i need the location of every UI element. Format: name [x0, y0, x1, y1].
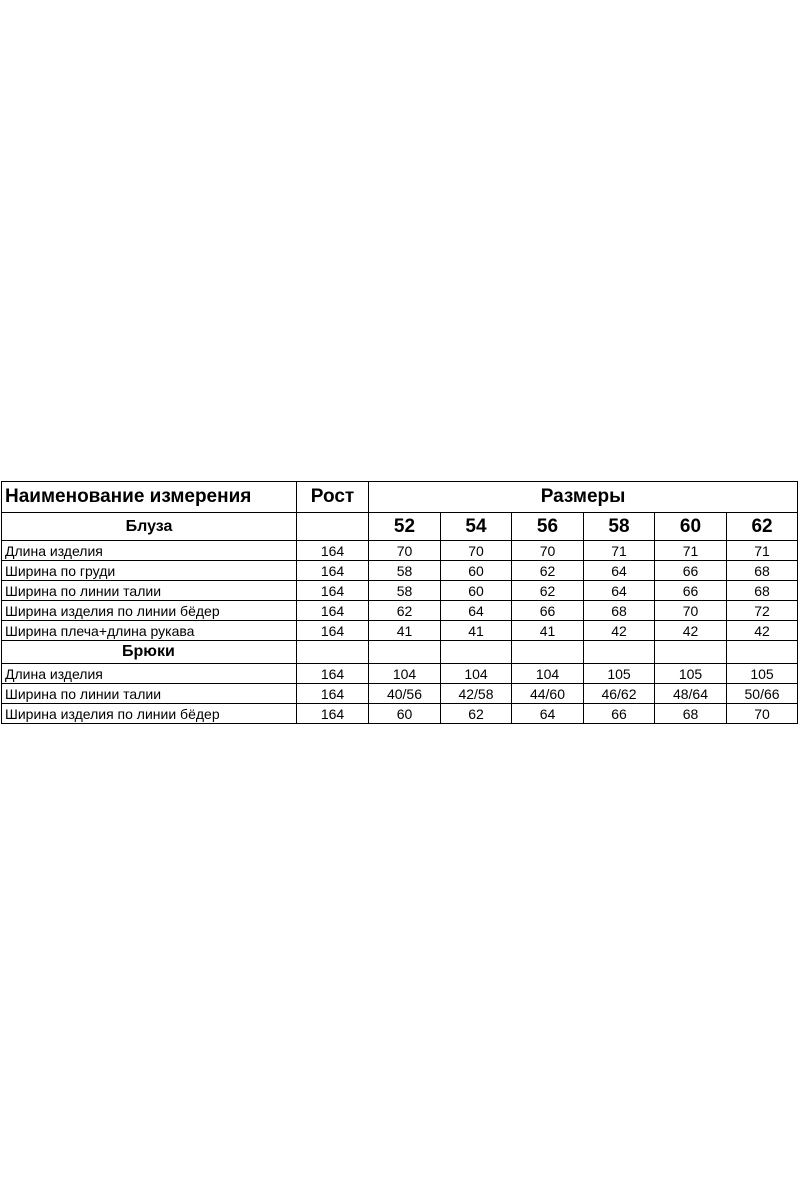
height-value: 164: [297, 664, 369, 684]
height-column-header: Рост: [297, 482, 369, 513]
measurement-value: 62: [441, 704, 512, 724]
height-value: 164: [297, 541, 369, 561]
measurement-value: 70: [441, 541, 512, 561]
table-row: [2, 704, 798, 724]
height-value: 164: [297, 704, 369, 724]
measurement-value: 64: [441, 601, 512, 621]
measurement-value: 68: [584, 601, 655, 621]
empty-cell: [727, 641, 798, 664]
measurement-value: 105: [727, 664, 798, 684]
measurement-value: 42: [727, 621, 798, 641]
measurement-value: 62: [512, 561, 584, 581]
measurement-value: 104: [512, 664, 584, 684]
measurement-value: 58: [369, 581, 441, 601]
sizes-column-header: Размеры: [369, 482, 798, 513]
measurement-value: 66: [584, 704, 655, 724]
measurement-value: 42/58: [441, 684, 512, 704]
measurement-value: 41: [441, 621, 512, 641]
table-row: [2, 601, 798, 621]
measurement-value: 60: [369, 704, 441, 724]
measurement-value: 70: [369, 541, 441, 561]
height-value: 164: [297, 601, 369, 621]
measurement-value: 66: [655, 561, 727, 581]
blouse-section-title: Блуза: [2, 513, 297, 541]
measurement-value: 70: [655, 601, 727, 621]
table-row: [2, 581, 798, 601]
measurement-value: 68: [727, 561, 798, 581]
measurement-value: 41: [369, 621, 441, 641]
measurement-value: 48/64: [655, 684, 727, 704]
measurement-value: 70: [727, 704, 798, 724]
measurement-value: 44/60: [512, 684, 584, 704]
measurement-value: 104: [441, 664, 512, 684]
measurement-name: Ширина по линии талии: [2, 581, 297, 601]
measurement-value: 64: [584, 561, 655, 581]
measurement-value: 58: [369, 561, 441, 581]
measurement-value: 68: [727, 581, 798, 601]
measurement-value: 40/56: [369, 684, 441, 704]
measurement-value: 105: [584, 664, 655, 684]
measurement-value: 41: [512, 621, 584, 641]
measurement-value: 62: [369, 601, 441, 621]
measurement-value: 70: [512, 541, 584, 561]
measurement-value: 64: [584, 581, 655, 601]
size-label: 52: [369, 513, 441, 541]
empty-cell: [369, 641, 441, 664]
size-label: 62: [727, 513, 798, 541]
measurement-name: Ширина изделия по линии бёдер: [2, 704, 297, 724]
size-label: 56: [512, 513, 584, 541]
empty-cell: [297, 513, 369, 541]
measurement-value: 62: [512, 581, 584, 601]
blouse-sizes-row: [2, 513, 798, 541]
measurement-value: 60: [441, 581, 512, 601]
measurement-value: 72: [727, 601, 798, 621]
measurement-name: Ширина плеча+длина рукава: [2, 621, 297, 641]
trousers-section-title: Брюки: [2, 641, 297, 664]
height-value: 164: [297, 621, 369, 641]
empty-cell: [441, 641, 512, 664]
measurement-value: 42: [655, 621, 727, 641]
size-chart-table: [1, 481, 798, 724]
table-row: [2, 621, 798, 641]
empty-cell: [584, 641, 655, 664]
table-row: [2, 541, 798, 561]
table-row: [2, 664, 798, 684]
empty-cell: [512, 641, 584, 664]
measurement-value: 104: [369, 664, 441, 684]
measurement-value: 71: [655, 541, 727, 561]
measurement-value: 64: [512, 704, 584, 724]
size-label: 58: [584, 513, 655, 541]
empty-cell: [297, 641, 369, 664]
measurement-column-header: Наименование измерения: [2, 482, 297, 513]
measurement-name: Ширина изделия по линии бёдер: [2, 601, 297, 621]
measurement-value: 50/66: [727, 684, 798, 704]
measurement-value: 46/62: [584, 684, 655, 704]
trousers-section-row: [2, 641, 798, 664]
measurement-value: 71: [584, 541, 655, 561]
measurement-name: Ширина по линии талии: [2, 684, 297, 704]
measurement-name: Ширина по груди: [2, 561, 297, 581]
size-label: 60: [655, 513, 727, 541]
measurement-value: 66: [655, 581, 727, 601]
measurement-value: 66: [512, 601, 584, 621]
height-value: 164: [297, 561, 369, 581]
measurement-name: Длина изделия: [2, 541, 297, 561]
size-label: 54: [441, 513, 512, 541]
measurement-value: 68: [655, 704, 727, 724]
height-value: 164: [297, 581, 369, 601]
empty-cell: [655, 641, 727, 664]
measurement-value: 42: [584, 621, 655, 641]
measurement-value: 60: [441, 561, 512, 581]
table-row: [2, 561, 798, 581]
table-row: [2, 684, 798, 704]
header-row: [2, 482, 798, 513]
measurement-value: 105: [655, 664, 727, 684]
measurement-value: 71: [727, 541, 798, 561]
measurement-name: Длина изделия: [2, 664, 297, 684]
height-value: 164: [297, 684, 369, 704]
